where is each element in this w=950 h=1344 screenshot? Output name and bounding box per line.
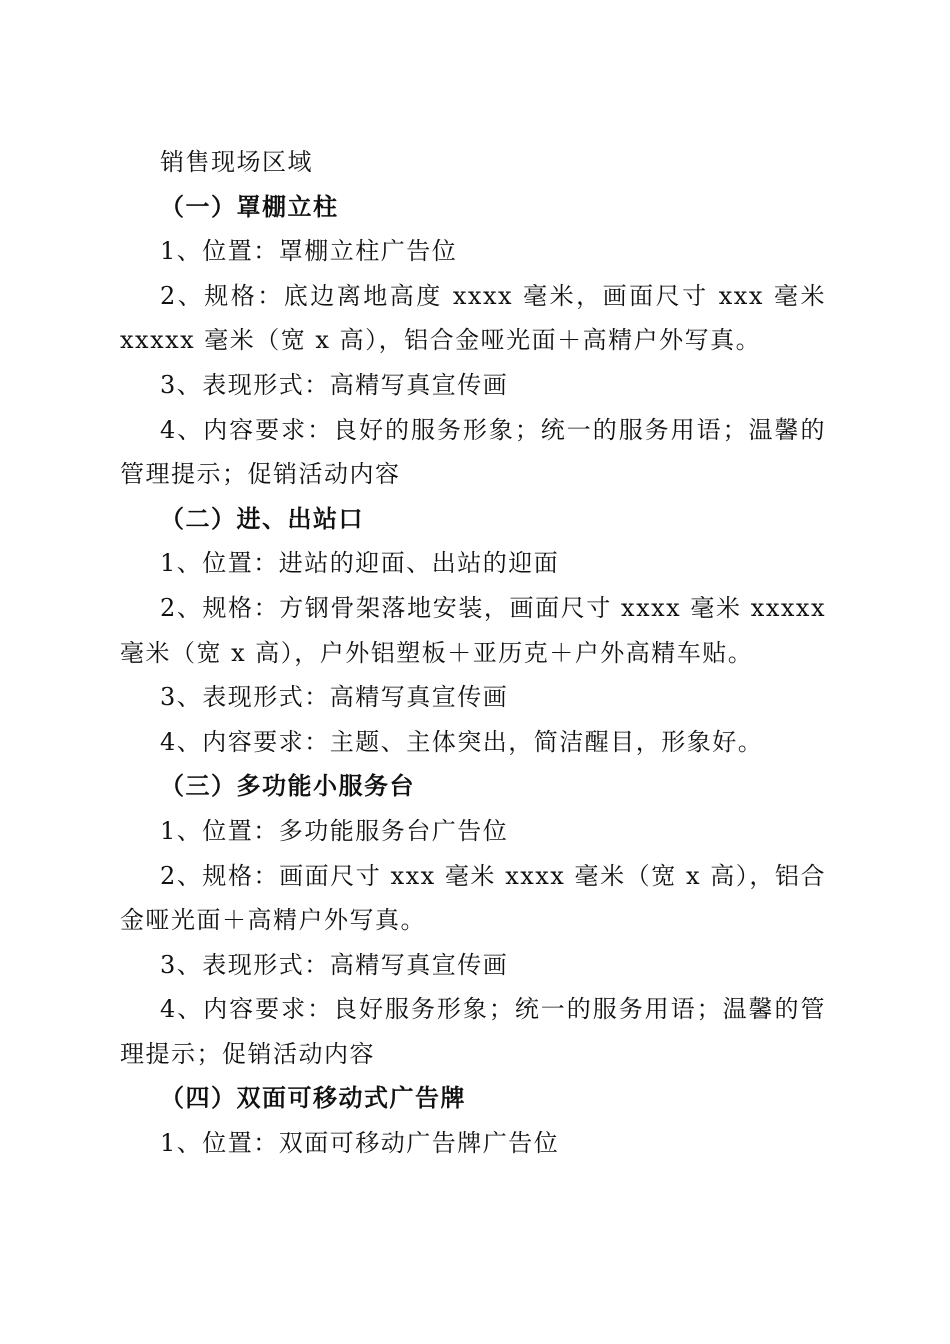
paragraph: 1、位置：多功能服务台广告位 [160, 816, 509, 845]
paragraph: 2、规格：画面尺寸 xxx 毫米 xxxx 毫米（宽 x 高），铝合金哑光面＋高精户外写真。 [120, 861, 826, 935]
paragraph: 4、内容要求：良好的服务形象；统一的服务用语；温馨的管理提示；促销活动内容 [120, 415, 826, 489]
paragraph: 4、内容要求：主题、主体突出，简洁醒目，形象好。 [160, 727, 764, 756]
subsection-heading-2: （二）进、出站口 [160, 503, 364, 533]
paragraph: 1、位置：进站的迎面、出站的迎面 [160, 549, 560, 578]
paragraph: 1、位置：罩棚立柱广告位 [160, 237, 458, 266]
paragraph: 1、位置：双面可移动广告牌广告位 [160, 1129, 560, 1158]
subsection-heading-1: （一）罩棚立柱 [160, 191, 339, 221]
paragraph: 2、规格：底边离地高度 xxxx 毫米，画面尺寸 xxx 毫米 xxxxx 毫米（宽 x 高），铝合金哑光面＋高精户外写真。 [120, 281, 826, 355]
paragraph: 3、表现形式：高精写真宣传画 [160, 370, 509, 399]
document-body [120, 140, 826, 1166]
section-title: 销售现场区域 [160, 148, 313, 176]
paragraph: 4、内容要求：良好服务形象；统一的服务用语；温馨的管理提示；促销活动内容 [120, 995, 826, 1068]
paragraph: 2、规格：方钢骨架落地安装，画面尺寸 xxxx 毫米 xxxxx 毫米（宽 x 高），户外铝塑板＋亚历克＋户外高精车贴。 [120, 593, 826, 667]
subsection-heading-3: （三）多功能小服务台 [160, 771, 415, 801]
paragraph: 3、表现形式：高精写真宣传画 [160, 683, 509, 712]
paragraph: 3、表现形式：高精写真宣传画 [160, 950, 509, 979]
subsection-heading-4: （四）双面可移动式广告牌 [160, 1083, 466, 1113]
